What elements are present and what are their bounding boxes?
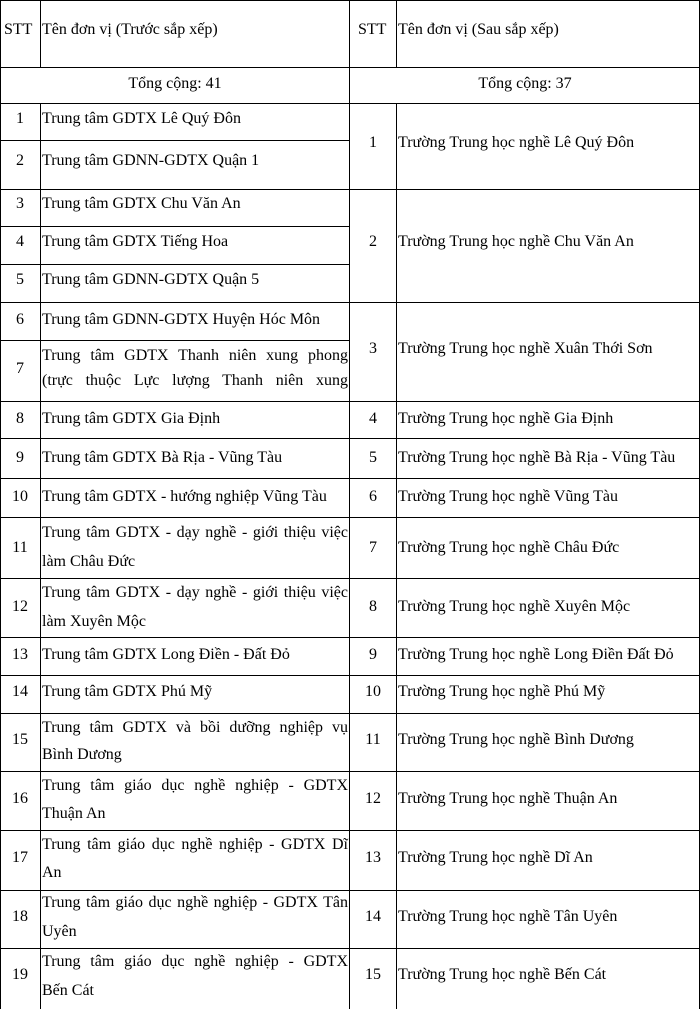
before-name-line1: Trung tâm GDTX Thanh niên xung phong bbox=[42, 347, 348, 364]
header-name-right: Tên đơn vị (Sau sắp xếp) bbox=[398, 21, 559, 38]
after-name: Trường Trung học nghề Dĩ An bbox=[398, 849, 593, 866]
after-name: Trường Trung học nghề Bình Dương bbox=[398, 731, 634, 748]
right-row-separator bbox=[350, 675, 700, 676]
after-stt: 1 bbox=[369, 134, 377, 151]
before-name: Trung tâm GDTX Long Điền - Đất Đỏ bbox=[42, 646, 290, 663]
right-stt-divider-body bbox=[396, 103, 397, 1009]
header-name-left: Tên đơn vị (Trước sắp xếp) bbox=[42, 21, 218, 38]
before-name: Trung tâm GDTX - hướng nghiệp Vũng Tàu bbox=[42, 488, 327, 505]
before-name-line1: Trung tâm giáo dục nghề nghiệp - GDTX bbox=[42, 777, 348, 794]
before-stt: 8 bbox=[16, 410, 24, 427]
after-name: Trường Trung học nghề Long Điền Đất Đỏ bbox=[398, 646, 674, 663]
before-stt: 14 bbox=[12, 683, 28, 700]
before-name-line2: Bình Dương bbox=[42, 746, 122, 763]
right-row-separator bbox=[350, 517, 700, 518]
after-stt: 4 bbox=[369, 410, 377, 427]
before-stt: 11 bbox=[12, 539, 28, 556]
after-name: Trường Trung học nghề Thuận An bbox=[398, 790, 618, 807]
after-stt: 13 bbox=[365, 849, 381, 866]
after-name: Trường Trung học nghề Xuyên Mộc bbox=[398, 598, 631, 615]
after-stt: 6 bbox=[369, 488, 377, 505]
table-top-border bbox=[0, 0, 700, 1]
after-stt: 12 bbox=[365, 790, 381, 807]
after-stt: 10 bbox=[365, 683, 381, 700]
after-stt: 8 bbox=[369, 598, 377, 615]
before-name: Trung tâm GDNN-GDTX Quận 5 bbox=[42, 271, 260, 288]
header-bottom-border bbox=[0, 67, 700, 68]
before-stt: 12 bbox=[12, 598, 28, 615]
before-name: Trung tâm GDNN-GDTX Quận 1 bbox=[42, 152, 260, 169]
right-row-separator bbox=[350, 890, 700, 891]
after-stt: 15 bbox=[365, 966, 381, 983]
before-stt: 6 bbox=[16, 311, 24, 328]
before-stt: 1 bbox=[16, 110, 24, 127]
header-stt-left: STT bbox=[4, 21, 33, 38]
before-name-line1: Trung tâm GDTX - dạy nghề - giới thiệu việc bbox=[42, 524, 348, 541]
before-stt: 18 bbox=[12, 908, 28, 925]
left-stt-divider-header bbox=[40, 0, 41, 67]
left-row-separator bbox=[0, 401, 350, 402]
right-row-separator bbox=[350, 438, 700, 439]
before-name: Trung tâm GDTX Phú Mỹ bbox=[42, 683, 213, 700]
before-stt: 17 bbox=[12, 849, 28, 866]
header-stt-right: STT bbox=[358, 21, 387, 38]
right-stt-divider-header bbox=[396, 0, 397, 67]
before-stt: 3 bbox=[16, 195, 24, 212]
after-stt: 3 bbox=[369, 340, 377, 357]
before-stt: 13 bbox=[12, 646, 28, 663]
total-after: Tổng cộng: 37 bbox=[478, 75, 572, 92]
after-name: Trường Trung học nghề Phú Mỹ bbox=[398, 683, 606, 700]
left-row-separator bbox=[0, 637, 350, 638]
right-row-separator bbox=[350, 302, 700, 303]
before-name-line1: Trung tâm giáo dục nghề nghiệp - GDTX Dĩ bbox=[42, 836, 348, 853]
after-name: Trường Trung học nghề Lê Quý Đôn bbox=[398, 134, 635, 151]
before-name: Trung tâm GDTX Bà Rịa - Vũng Tàu bbox=[42, 449, 283, 466]
after-stt: 11 bbox=[365, 731, 381, 748]
after-stt: 5 bbox=[369, 449, 377, 466]
before-name: Trung tâm GDTX Gia Định bbox=[42, 410, 221, 427]
after-name: Trường Trung học nghề Bến Cát bbox=[398, 966, 607, 983]
after-stt: 14 bbox=[365, 908, 381, 925]
left-row-separator bbox=[0, 140, 350, 141]
left-row-separator bbox=[0, 438, 350, 439]
before-stt: 19 bbox=[12, 966, 28, 983]
right-row-separator bbox=[350, 478, 700, 479]
before-stt: 10 bbox=[12, 488, 28, 505]
after-stt: 9 bbox=[369, 646, 377, 663]
left-row-separator bbox=[0, 478, 350, 479]
before-name: Trung tâm GDTX Lê Quý Đôn bbox=[42, 110, 241, 127]
before-stt: 7 bbox=[16, 360, 24, 377]
before-name: Trung tâm GDNN-GDTX Huyện Hóc Môn bbox=[42, 311, 321, 328]
before-stt: 16 bbox=[12, 790, 28, 807]
right-row-separator bbox=[350, 713, 700, 714]
before-stt: 15 bbox=[12, 731, 28, 748]
before-name-line1: Trung tâm giáo dục nghề nghiệp - GDTX bbox=[42, 953, 348, 970]
before-name-line2: An bbox=[42, 864, 62, 881]
before-name-line2: Bến Cát bbox=[42, 982, 94, 999]
after-name: Trường Trung học nghề Châu Đức bbox=[398, 539, 620, 556]
right-row-separator bbox=[350, 771, 700, 772]
before-stt: 9 bbox=[16, 449, 24, 466]
after-name: Trường Trung học nghề Bà Rịa - Vũng Tàu bbox=[398, 449, 676, 466]
after-name: Trường Trung học nghề Chu Văn An bbox=[398, 233, 634, 250]
left-row-separator bbox=[0, 302, 350, 303]
before-name-line1: Trung tâm GDTX - dạy nghề - giới thiệu việc bbox=[42, 584, 348, 601]
left-row-separator bbox=[0, 675, 350, 676]
right-row-separator bbox=[350, 401, 700, 402]
right-row-separator bbox=[350, 948, 700, 949]
before-name-line1: Trung tâm giáo dục nghề nghiệp - GDTX Tân bbox=[42, 894, 348, 911]
right-row-separator bbox=[350, 830, 700, 831]
after-name: Trường Trung học nghề Vũng Tàu bbox=[398, 488, 618, 505]
before-stt: 4 bbox=[16, 233, 24, 250]
right-row-separator bbox=[350, 578, 700, 579]
left-stt-divider-body bbox=[40, 103, 41, 1009]
before-name: Trung tâm GDTX Tiếng Hoa bbox=[42, 233, 229, 250]
right-row-separator bbox=[350, 637, 700, 638]
after-name: Trường Trung học nghề Gia Định bbox=[398, 410, 614, 427]
before-name-line2: Thuận An bbox=[42, 805, 106, 822]
before-stt: 2 bbox=[16, 152, 24, 169]
before-stt: 5 bbox=[16, 271, 24, 288]
after-name: Trường Trung học nghề Tân Uyên bbox=[398, 908, 618, 925]
before-name-line2: làm Xuyên Mộc bbox=[42, 613, 146, 630]
right-row-separator bbox=[350, 189, 700, 190]
before-name-line1: Trung tâm GDTX và bồi dưỡng nghiệp vụ bbox=[42, 719, 348, 736]
after-stt: 7 bbox=[369, 539, 377, 556]
before-name: Trung tâm GDTX Chu Văn An bbox=[42, 195, 241, 212]
before-name-line2: Uyên bbox=[42, 923, 77, 940]
before-name-line2: (trực thuộc Lực lượng Thanh niên xung bbox=[42, 372, 348, 389]
total-before: Tổng cộng: 41 bbox=[128, 75, 222, 92]
before-name-line2: làm Châu Đức bbox=[42, 553, 136, 570]
after-stt: 2 bbox=[369, 233, 377, 250]
after-name: Trường Trung học nghề Xuân Thới Sơn bbox=[398, 340, 653, 357]
